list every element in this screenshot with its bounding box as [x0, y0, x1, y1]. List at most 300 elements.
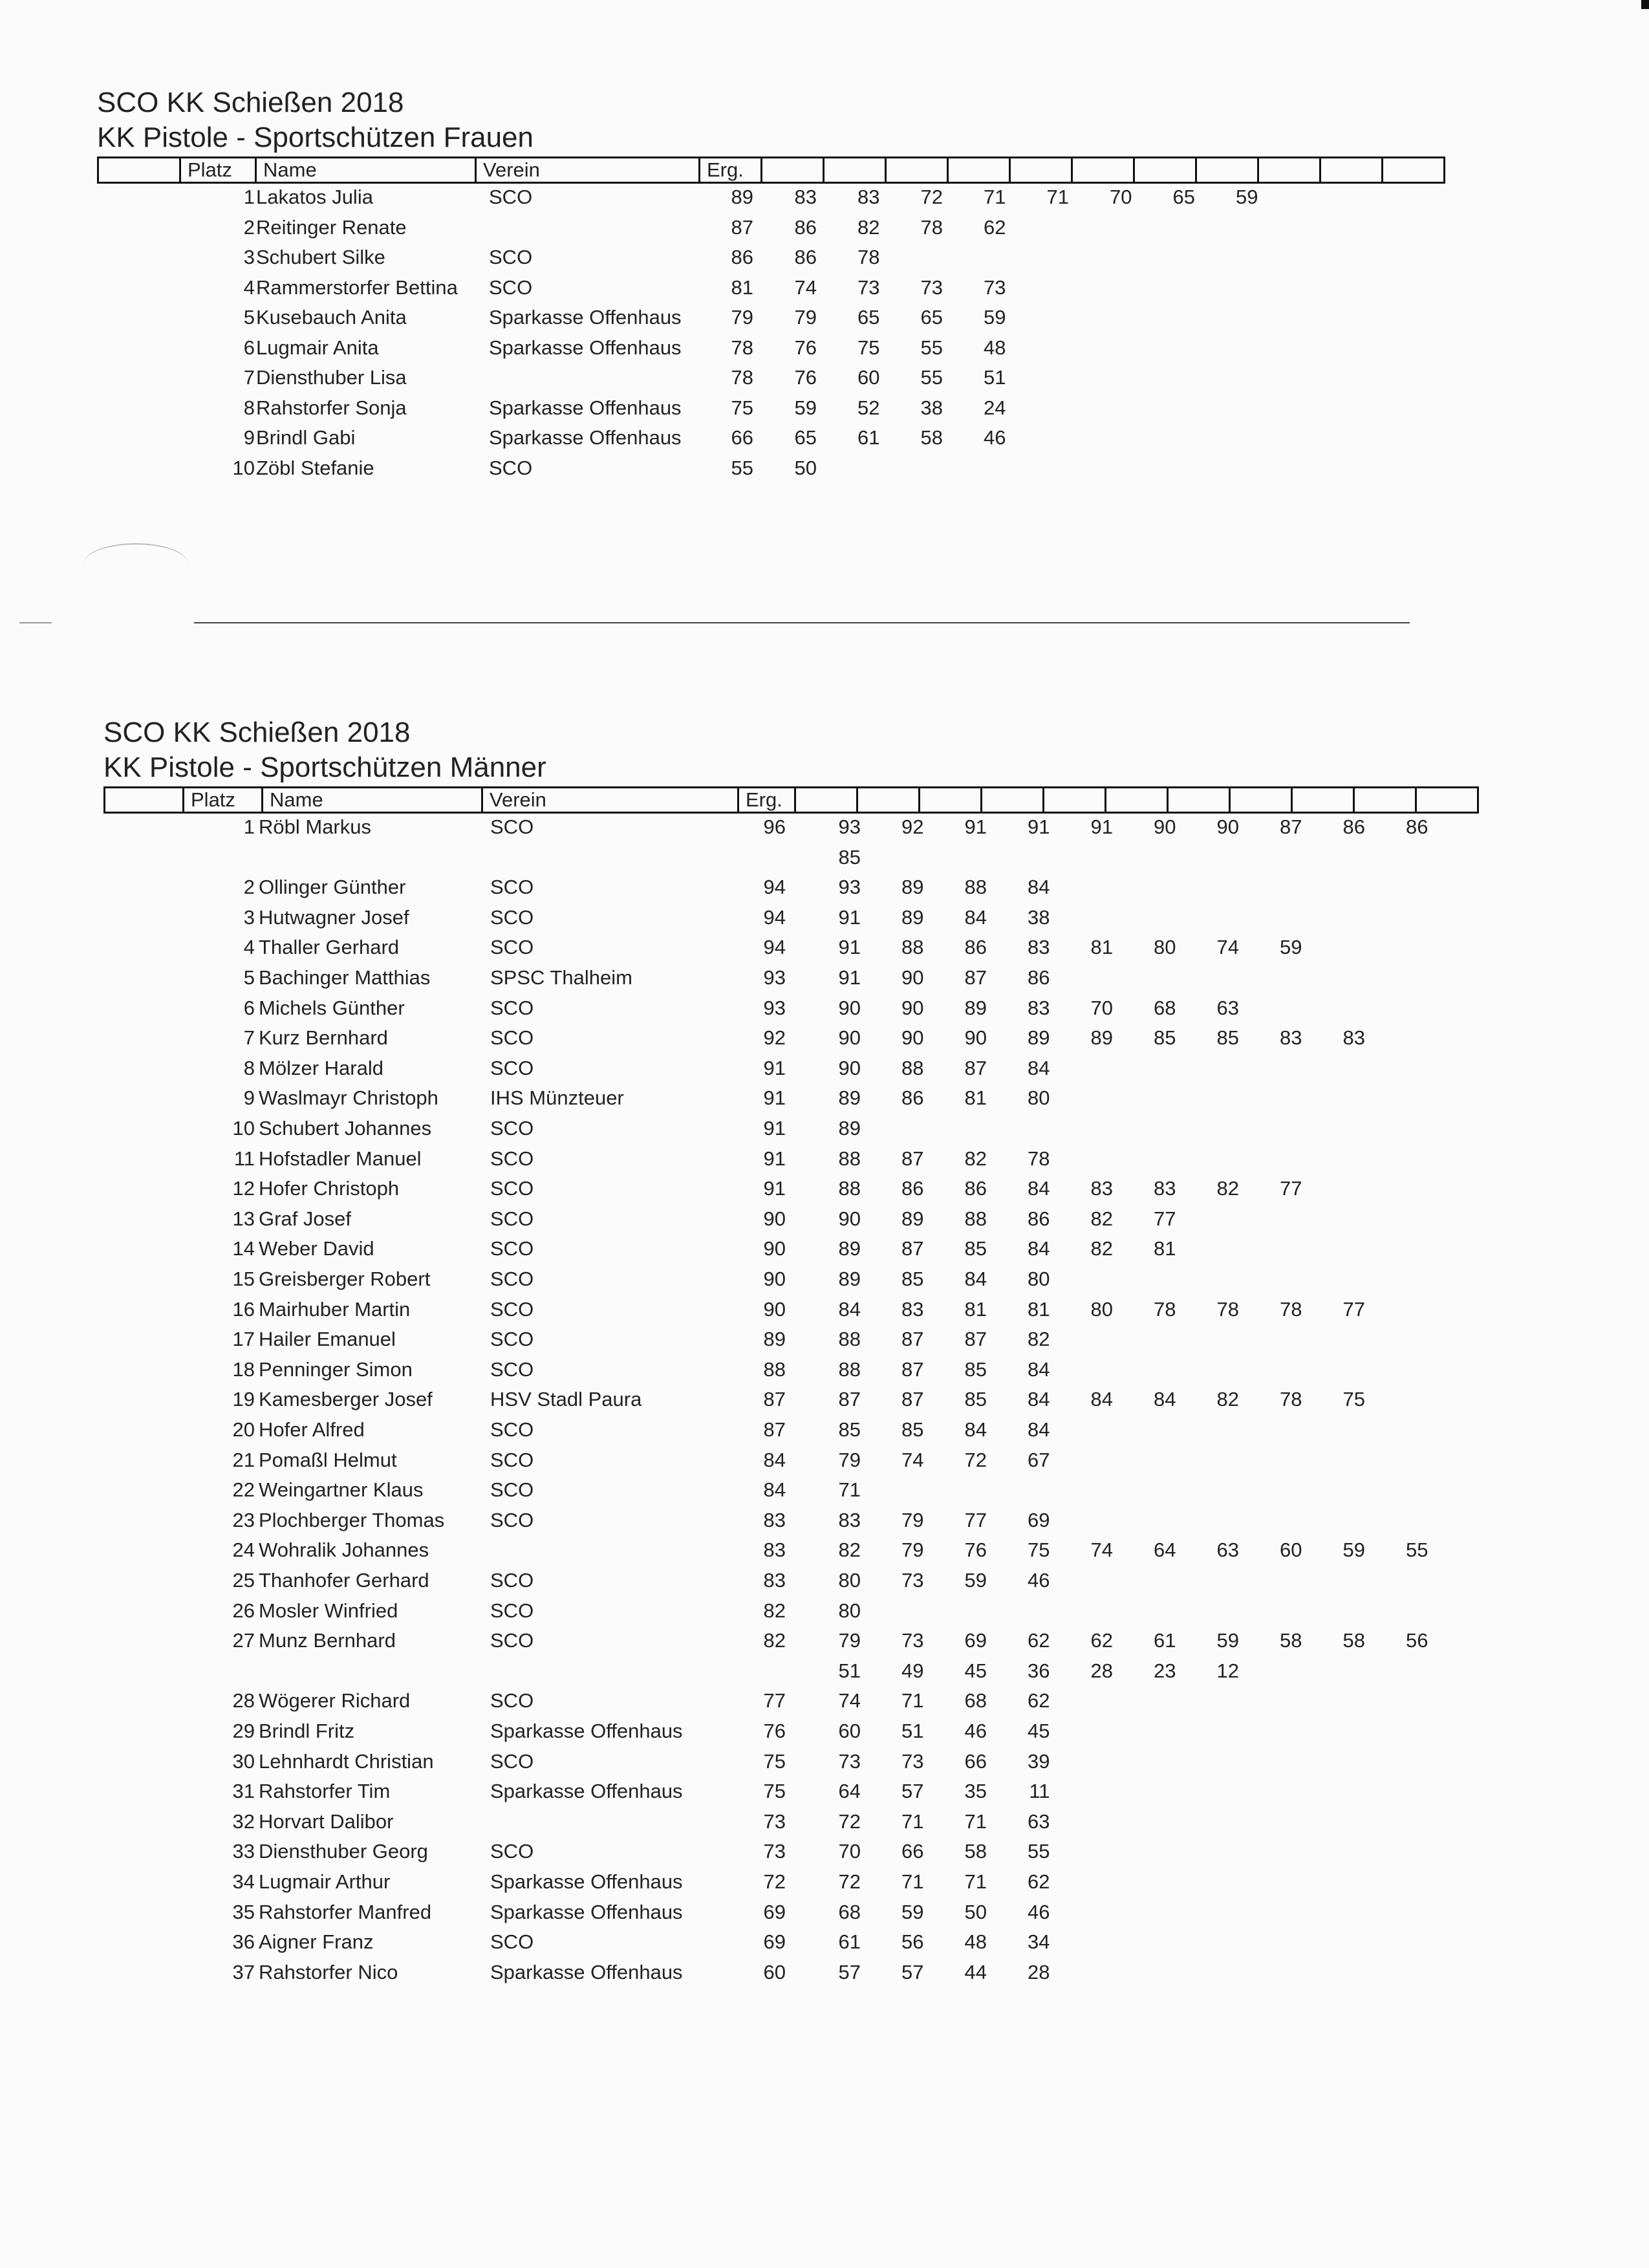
- header-series-cell: [1381, 157, 1445, 184]
- result-row: [97, 393, 1507, 423]
- series-score: 68: [838, 1900, 861, 1923]
- series-score: 77: [1280, 1177, 1302, 1200]
- shooter-name: Kusebauch Anita: [256, 306, 407, 329]
- series-score: 82: [1216, 1388, 1239, 1411]
- series-score: 89: [838, 1086, 861, 1110]
- shooter-name: Greisberger Robert: [259, 1268, 431, 1290]
- header-series-cell: [947, 157, 1011, 184]
- club-name: SCO: [490, 1749, 534, 1773]
- series-score: 89: [901, 876, 924, 899]
- series-score: 73: [984, 275, 1006, 299]
- club-name: SCO: [489, 186, 533, 208]
- rank-number: 22: [232, 1478, 255, 1502]
- series-score: 78: [1280, 1388, 1302, 1411]
- result-score: 73: [763, 1809, 786, 1833]
- series-score: 83: [1154, 1177, 1176, 1200]
- rank-number: 6: [243, 996, 255, 1019]
- header-series-cell: [1319, 157, 1383, 184]
- rank-number: 17: [232, 1328, 255, 1351]
- series-score: 90: [901, 966, 924, 989]
- series-score: 71: [901, 1809, 924, 1833]
- men-results-section: [103, 715, 1513, 1983]
- result-score: 94: [763, 905, 786, 929]
- series-score: 74: [1216, 936, 1239, 959]
- series-score: 59: [1236, 186, 1258, 208]
- series-score: 62: [1090, 1629, 1113, 1652]
- result-score: 75: [731, 396, 753, 419]
- series-score: 87: [901, 1328, 924, 1351]
- series-score: 71: [838, 1478, 861, 1502]
- result-score: 84: [763, 1478, 786, 1502]
- club-name: SCO: [490, 1147, 534, 1170]
- series-score: 63: [1028, 1809, 1050, 1833]
- series-score: 83: [1280, 1026, 1302, 1050]
- series-score: 60: [857, 366, 880, 389]
- series-score: 85: [838, 1418, 861, 1441]
- header-series-cell: [1133, 157, 1197, 184]
- result-row: [103, 872, 1513, 902]
- series-score: 61: [838, 1930, 861, 1954]
- series-score: 86: [901, 1177, 924, 1200]
- series-score: 76: [964, 1539, 987, 1562]
- series-score: 90: [838, 1056, 861, 1079]
- series-score: 57: [901, 1960, 924, 1983]
- result-row: [103, 1716, 1513, 1746]
- series-score: 90: [964, 1026, 987, 1050]
- series-score: 50: [794, 456, 817, 479]
- series-score: 82: [1090, 1207, 1113, 1230]
- shooter-name: Mosler Winfried: [259, 1599, 398, 1622]
- result-score: 87: [731, 215, 753, 239]
- shooter-name: Penninger Simon: [259, 1357, 413, 1381]
- result-score: 91: [763, 1177, 786, 1200]
- shooter-name: Lakatos Julia: [256, 186, 373, 208]
- rank-number: 26: [232, 1599, 255, 1622]
- series-score: 72: [920, 186, 943, 208]
- series-score: 88: [901, 1056, 924, 1079]
- club-name: SCO: [490, 1508, 534, 1531]
- series-score: 89: [838, 1117, 861, 1139]
- club-name: Sparkasse Offenhaus: [489, 426, 682, 449]
- rank-number: 10: [232, 456, 255, 479]
- rank-number: 13: [232, 1207, 255, 1230]
- series-score: 86: [794, 246, 817, 268]
- result-score: 89: [731, 186, 753, 208]
- series-score: 11: [1029, 1780, 1050, 1803]
- shooter-name: Brindl Fritz: [259, 1720, 355, 1742]
- series-score: 87: [901, 1357, 924, 1381]
- result-row: [103, 1355, 1513, 1385]
- series-score: 80: [1090, 1297, 1113, 1321]
- series-score: 86: [1342, 815, 1365, 838]
- club-name: SCO: [490, 1840, 534, 1863]
- series-score: 91: [1028, 815, 1050, 838]
- series-score: 58: [1280, 1629, 1302, 1652]
- rank-number: 37: [232, 1960, 255, 1983]
- result-score: 83: [763, 1569, 786, 1592]
- shooter-name: Rahstorfer Tim: [259, 1780, 391, 1803]
- club-name: SCO: [490, 1268, 534, 1290]
- header-series-cell: [980, 786, 1044, 814]
- header-series-cell: [1167, 786, 1231, 814]
- result-row: [97, 363, 1507, 393]
- club-name: SCO: [490, 1448, 534, 1471]
- series-score: 71: [964, 1809, 987, 1833]
- header-verein: Verein: [481, 786, 739, 814]
- series-score: 46: [1028, 1569, 1050, 1592]
- series-score: 82: [838, 1539, 861, 1562]
- result-row: [103, 1324, 1513, 1354]
- shooter-name: Michels Günther: [259, 996, 405, 1019]
- series-score: 91: [964, 815, 987, 838]
- shooter-name: Hailer Emanuel: [259, 1328, 396, 1351]
- series-score: 44: [964, 1960, 987, 1983]
- series-score: 86: [1028, 966, 1050, 989]
- series-score: 78: [1154, 1297, 1176, 1321]
- series-score: 90: [838, 1207, 861, 1230]
- shooter-name: Diensthuber Lisa: [256, 366, 407, 389]
- result-score: 69: [763, 1930, 786, 1954]
- series-score: 88: [838, 1177, 861, 1200]
- result-row: [103, 1385, 1513, 1414]
- club-name: SCO: [490, 1297, 534, 1321]
- series-score: 88: [964, 1207, 987, 1230]
- result-score: 73: [763, 1840, 786, 1863]
- series-score: 84: [964, 1418, 987, 1441]
- series-score: 59: [1280, 936, 1302, 959]
- series-score: 89: [838, 1268, 861, 1290]
- rank-number: 5: [243, 966, 255, 989]
- result-row: [103, 1506, 1513, 1535]
- rank-number: 10: [232, 1117, 255, 1139]
- series-score: 80: [838, 1599, 861, 1622]
- women-results-section: [97, 85, 1507, 479]
- rank-number: 9: [243, 1086, 255, 1110]
- club-name: SCO: [490, 876, 534, 899]
- series-score: 71: [964, 1870, 987, 1893]
- result-score: 91: [763, 1117, 786, 1139]
- series-score: 73: [901, 1569, 924, 1592]
- header-series-cell: [1291, 786, 1355, 814]
- series-score: 77: [1342, 1297, 1365, 1321]
- rank-number: 33: [232, 1840, 255, 1863]
- series-score: 81: [1090, 936, 1113, 959]
- header-name: Name: [261, 786, 483, 814]
- rank-number: 20: [232, 1418, 255, 1441]
- shooter-name: Thanhofer Gerhard: [259, 1569, 429, 1592]
- rank-number: 7: [243, 1026, 255, 1050]
- header-series-cell: [856, 786, 920, 814]
- header-series-cell: [1009, 157, 1073, 184]
- rank-number: 4: [243, 936, 255, 959]
- shooter-name: Diensthuber Georg: [259, 1840, 428, 1863]
- result-row: [103, 1807, 1513, 1837]
- series-score: 60: [1280, 1539, 1302, 1562]
- shooter-name: Kamesberger Josef: [259, 1388, 433, 1411]
- shooter-name: Bachinger Matthias: [259, 966, 431, 989]
- scan-smudge: [84, 543, 188, 583]
- series-score: 89: [964, 996, 987, 1019]
- shooter-name: Hofer Alfred: [259, 1418, 365, 1441]
- result-row: [103, 1415, 1513, 1445]
- series-score: 80: [1154, 936, 1176, 959]
- series-score: 79: [901, 1539, 924, 1562]
- series-score: 71: [1046, 186, 1069, 208]
- rank-number: 8: [243, 1056, 255, 1079]
- club-name: SCO: [490, 1599, 534, 1622]
- header-blank-cell: [97, 157, 181, 184]
- series-score: 84: [1028, 1418, 1050, 1441]
- series-score: 45: [1028, 1720, 1050, 1742]
- scan-corner-mark: [1641, 0, 1649, 9]
- result-row: [103, 1264, 1513, 1294]
- rank-number: 28: [232, 1689, 255, 1712]
- series-score: 65: [1172, 186, 1195, 208]
- series-score: 62: [1028, 1689, 1050, 1712]
- club-name: SCO: [490, 905, 534, 929]
- header-series-cell: [823, 157, 887, 184]
- rank-number: 8: [243, 396, 255, 419]
- series-score: 82: [1216, 1177, 1239, 1200]
- result-row: [103, 1023, 1513, 1053]
- result-row: [103, 933, 1513, 962]
- result-score: 78: [731, 336, 753, 359]
- result-row: [97, 273, 1507, 303]
- shooter-name: Weber David: [259, 1237, 374, 1260]
- series-score: 74: [794, 275, 817, 299]
- result-score: 60: [763, 1960, 786, 1983]
- series-score: 28: [1090, 1659, 1113, 1682]
- series-score: 68: [964, 1689, 987, 1712]
- shooter-name: Wohralik Johannes: [259, 1539, 429, 1562]
- club-name: SCO: [489, 246, 533, 268]
- series-score: 48: [964, 1930, 987, 1954]
- section-divider-left: [19, 622, 52, 623]
- series-score: 66: [964, 1749, 987, 1773]
- series-score: 51: [901, 1720, 924, 1742]
- series-score: 90: [838, 996, 861, 1019]
- series-score: 90: [901, 996, 924, 1019]
- result-score: 82: [763, 1629, 786, 1652]
- result-score: 76: [763, 1720, 786, 1742]
- rank-number: 7: [243, 366, 255, 389]
- series-score: 84: [964, 1268, 987, 1290]
- series-score: 84: [1028, 1237, 1050, 1260]
- series-score: 78: [1280, 1297, 1302, 1321]
- rank-number: 9: [243, 426, 255, 449]
- series-score: 90: [1154, 815, 1176, 838]
- club-name: SCO: [490, 1237, 534, 1260]
- header-series-cell: [1105, 786, 1169, 814]
- result-row: [103, 993, 1513, 1023]
- result-row: [103, 1295, 1513, 1324]
- header-name: Name: [255, 157, 477, 184]
- rank-number: 27: [232, 1629, 255, 1652]
- series-score: 46: [1028, 1900, 1050, 1923]
- result-row: [103, 812, 1513, 842]
- club-name: SCO: [490, 996, 534, 1019]
- rank-number: 11: [233, 1147, 255, 1170]
- rank-number: 21: [232, 1448, 255, 1471]
- rank-number: 23: [232, 1508, 255, 1531]
- series-score: 56: [1406, 1629, 1428, 1652]
- result-row-continuation: [103, 843, 1513, 872]
- series-score: 45: [964, 1659, 987, 1682]
- women-table-header: [97, 157, 1507, 182]
- rank-number: 6: [243, 336, 255, 359]
- series-score: 87: [1280, 815, 1302, 838]
- result-score: 90: [763, 1237, 786, 1260]
- series-score: 79: [838, 1629, 861, 1652]
- rank-number: 18: [232, 1357, 255, 1381]
- series-score: 89: [901, 905, 924, 929]
- series-score: 70: [838, 1840, 861, 1863]
- series-score: 71: [901, 1870, 924, 1893]
- result-score: 69: [763, 1900, 786, 1923]
- rank-number: 29: [232, 1720, 255, 1742]
- series-score: 84: [1028, 1177, 1050, 1200]
- shooter-name: Zöbl Stefanie: [256, 456, 374, 479]
- result-score: 87: [763, 1388, 786, 1411]
- header-platz: Platz: [179, 157, 257, 184]
- result-row: [97, 213, 1507, 243]
- header-erg: Erg.: [698, 157, 762, 184]
- result-row: [97, 453, 1507, 483]
- result-row: [103, 1144, 1513, 1174]
- rank-number: 16: [232, 1297, 255, 1321]
- rank-number: 19: [232, 1388, 255, 1411]
- women-title-line2: KK Pistole - Sportschützen Frauen: [97, 122, 534, 153]
- rank-number: 35: [232, 1900, 255, 1923]
- header-series-cell: [1042, 786, 1106, 814]
- series-score: 64: [1154, 1539, 1176, 1562]
- series-score: 80: [1028, 1086, 1050, 1110]
- club-name: SCO: [490, 1117, 534, 1139]
- club-name: Sparkasse Offenhaus: [490, 1960, 683, 1983]
- result-score: 93: [763, 996, 786, 1019]
- series-score: 87: [901, 1237, 924, 1260]
- series-score: 75: [857, 336, 880, 359]
- series-score: 73: [857, 275, 880, 299]
- series-score: 89: [901, 1207, 924, 1230]
- series-score: 46: [964, 1720, 987, 1742]
- series-score: 58: [964, 1840, 987, 1863]
- series-score: 36: [1028, 1659, 1050, 1682]
- series-score: 73: [838, 1749, 861, 1773]
- series-score: 59: [901, 1900, 924, 1923]
- series-score: 51: [838, 1659, 861, 1682]
- series-score: 82: [857, 215, 880, 239]
- club-name: SCO: [490, 1418, 534, 1441]
- series-score: 61: [1154, 1629, 1176, 1652]
- series-score: 69: [1028, 1508, 1050, 1531]
- rank-number: 2: [243, 215, 255, 239]
- club-name: SCO: [490, 1328, 534, 1351]
- series-score: 81: [1028, 1297, 1050, 1321]
- shooter-name: Kurz Bernhard: [259, 1026, 388, 1050]
- series-score: 79: [838, 1448, 861, 1471]
- rank-number: 34: [232, 1870, 255, 1893]
- series-score: 85: [964, 1237, 987, 1260]
- series-score: 70: [1110, 186, 1132, 208]
- series-score: 83: [1090, 1177, 1113, 1200]
- series-score: 79: [794, 306, 817, 329]
- club-name: Sparkasse Offenhaus: [490, 1870, 683, 1893]
- result-score: 77: [763, 1689, 786, 1712]
- club-name: SCO: [490, 936, 534, 959]
- shooter-name: Lugmair Arthur: [259, 1870, 391, 1893]
- series-score: 88: [838, 1147, 861, 1170]
- result-score: 89: [763, 1328, 786, 1351]
- series-score: 73: [920, 275, 943, 299]
- women-title-line1: SCO KK Schießen 2018: [97, 87, 404, 118]
- shooter-name: Graf Josef: [259, 1207, 351, 1230]
- result-score: 94: [763, 936, 786, 959]
- club-name: SCO: [489, 456, 533, 479]
- result-score: 92: [763, 1026, 786, 1050]
- series-score: 92: [901, 815, 924, 838]
- rank-number: 24: [232, 1539, 255, 1562]
- result-row: [103, 1566, 1513, 1595]
- rank-number: 2: [243, 876, 255, 899]
- club-name: IHS Münzteuer: [490, 1086, 624, 1110]
- rank-number: 15: [232, 1268, 255, 1290]
- series-score: 58: [920, 426, 943, 449]
- series-score: 61: [857, 426, 880, 449]
- header-series-cell: [1195, 157, 1259, 184]
- result-row: [103, 963, 1513, 993]
- series-score: 38: [1028, 905, 1050, 929]
- club-name: Sparkasse Offenhaus: [490, 1720, 683, 1742]
- result-score: 90: [763, 1268, 786, 1290]
- series-score: 85: [838, 845, 861, 869]
- result-score: 90: [763, 1297, 786, 1321]
- result-score: 83: [763, 1508, 786, 1531]
- result-row-continuation: [103, 1656, 1513, 1686]
- club-name: SCO: [490, 1056, 534, 1079]
- result-row: [103, 1927, 1513, 1957]
- rank-number: 5: [243, 306, 255, 329]
- header-series-cell: [1257, 157, 1321, 184]
- result-row: [97, 303, 1507, 332]
- series-score: 89: [838, 1237, 861, 1260]
- club-name: SCO: [490, 1207, 534, 1230]
- shooter-name: Weingartner Klaus: [259, 1478, 424, 1502]
- rank-number: 3: [243, 246, 255, 268]
- header-series-cell: [1071, 157, 1135, 184]
- header-platz: Platz: [182, 786, 263, 814]
- result-row: [103, 1083, 1513, 1113]
- result-row: [103, 1053, 1513, 1083]
- result-score: 86: [731, 246, 753, 268]
- series-score: 62: [1028, 1870, 1050, 1893]
- result-score: 91: [763, 1147, 786, 1170]
- series-score: 46: [984, 426, 1006, 449]
- series-score: 83: [838, 1508, 861, 1531]
- series-score: 84: [1028, 1056, 1050, 1079]
- series-score: 62: [1028, 1629, 1050, 1652]
- series-score: 90: [1216, 815, 1239, 838]
- club-name: HSV Stadl Paura: [490, 1388, 642, 1411]
- series-score: 55: [1406, 1539, 1428, 1562]
- club-name: Sparkasse Offenhaus: [489, 336, 682, 359]
- series-score: 64: [838, 1780, 861, 1803]
- club-name: SCO: [490, 1357, 534, 1381]
- result-row: [103, 1234, 1513, 1264]
- series-score: 91: [838, 966, 861, 989]
- result-row: [103, 1747, 1513, 1777]
- series-score: 89: [1090, 1026, 1113, 1050]
